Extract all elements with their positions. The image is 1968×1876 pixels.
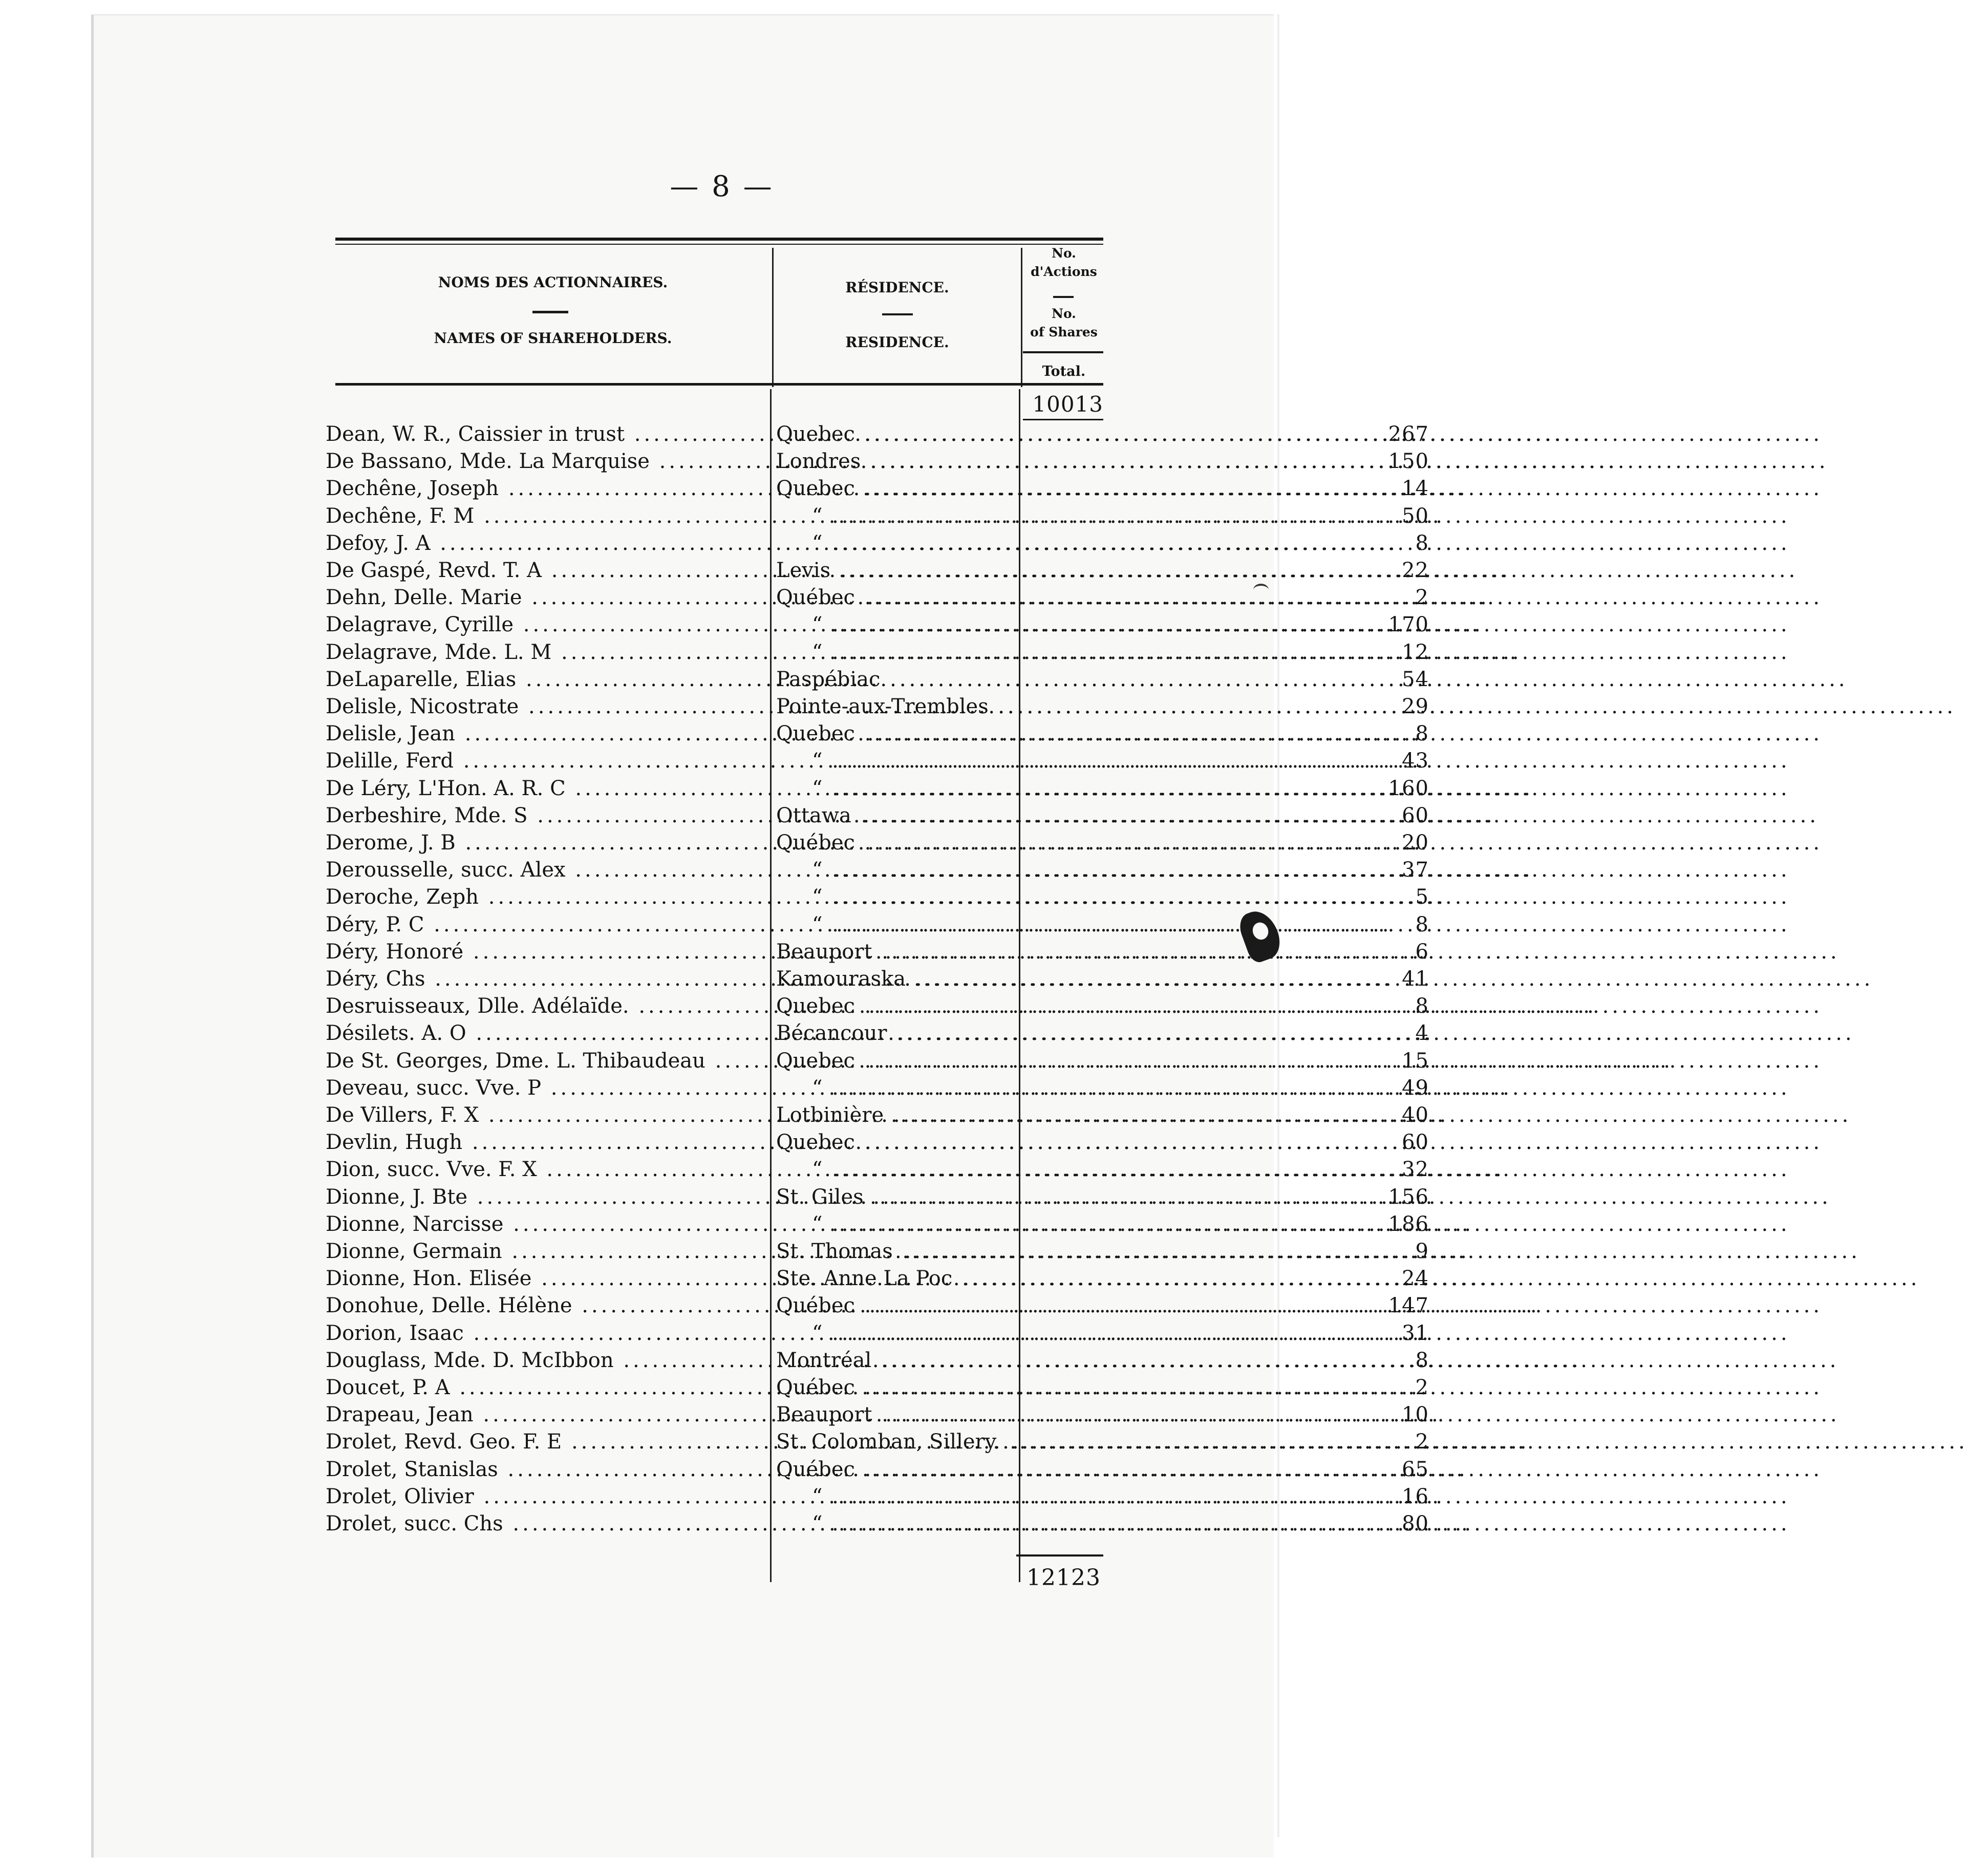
shareholder-name: Derousselle, succ. Alex ..... (326, 857, 768, 884)
shareholder-shares: 24 (1402, 1267, 1429, 1291)
shareholder-residence: Québec ..... (776, 584, 1337, 611)
shareholder-shares: 8 (1415, 994, 1429, 1018)
shareholder-name: Déry, Chs ..... (326, 966, 768, 993)
shareholder-shares: 31 (1402, 1321, 1429, 1345)
shareholder-residence: “ ..... (776, 530, 1373, 557)
shareholder-residence: Quebec ..... (776, 993, 1337, 1020)
shareholder-shares: 267 (1388, 422, 1429, 446)
shareholder-name: Deveau, succ. Vve. P ..... (326, 1075, 768, 1102)
shareholder-shares: 10 (1402, 1403, 1429, 1427)
shareholder-name: Derome, J. B ..... (326, 829, 768, 857)
page-number: — 8 — (670, 170, 774, 203)
shareholder-name: DeLaparelle, Elias ..... (326, 666, 768, 693)
shareholder-shares: 2 (1415, 1430, 1429, 1454)
shareholder-residence: Quebec ..... (776, 1129, 1337, 1156)
header-bottom-rule (335, 383, 1103, 386)
shareholder-residence: “ ..... (776, 911, 1373, 939)
top-rule-thick (335, 238, 1103, 241)
header-shares-fr-line2: d'Actions (1031, 264, 1097, 279)
shareholder-name: Dionne, Hon. Elisée ..... (326, 1265, 768, 1292)
header-residence-en: RESIDENCE. (845, 334, 949, 351)
shareholder-residence: Quebec ..... (776, 421, 1337, 448)
header-names-fr: NOMS DES ACTIONNAIRES. (438, 274, 668, 291)
shareholder-name: Delille, Ferd ..... (326, 748, 768, 775)
shareholder-residence: Quebec ..... (776, 1048, 1337, 1075)
shareholder-residence: “ ..... (776, 639, 1373, 666)
shareholder-name: Déry, P. C ..... (326, 911, 768, 939)
shareholder-shares: 16 (1402, 1484, 1429, 1508)
shareholder-name: Drolet, Stanislas ..... (326, 1456, 768, 1483)
shareholder-name: Derbeshire, Mde. S ..... (326, 802, 768, 829)
shareholder-name: Delisle, Nicostrate ..... (326, 693, 768, 720)
opening-total: 10013 (1032, 392, 1103, 417)
shareholder-shares: 60 (1402, 1131, 1429, 1155)
shareholder-shares: 147 (1388, 1294, 1429, 1318)
shareholder-shares: 32 (1402, 1158, 1429, 1182)
shareholder-name: Déry, Honoré ..... (326, 939, 768, 966)
shareholder-residence: “ ..... (776, 1075, 1373, 1102)
shareholder-shares: 80 (1402, 1512, 1429, 1536)
shareholder-shares: 8 (1415, 1348, 1429, 1372)
shareholder-residence: “ ..... (776, 1510, 1373, 1538)
shareholder-name: Delagrave, Cyrille ..... (326, 611, 768, 638)
shareholder-name: Dionne, Germain ..... (326, 1238, 768, 1265)
shareholder-shares: 43 (1402, 749, 1429, 773)
shareholder-shares: 5 (1415, 885, 1429, 909)
shareholder-shares: 156 (1388, 1185, 1429, 1209)
shareholder-shares: 37 (1402, 858, 1429, 882)
shareholder-name: Drolet, succ. Chs ..... (326, 1510, 768, 1538)
shareholder-residence: Kamouraska ..... (776, 966, 1337, 993)
shareholder-residence: Ottawa ..... (776, 802, 1337, 829)
shareholder-residence: “ ..... (776, 1156, 1373, 1183)
shareholder-name: Delisle, Jean ..... (326, 720, 768, 748)
shareholder-residence: Ste. Anne La Poc ..... (776, 1265, 1337, 1292)
shareholder-shares: 65 (1402, 1457, 1429, 1481)
shareholder-name: Douglass, Mde. D. McIbbon ..... (326, 1347, 768, 1374)
shareholder-residence: Lotbinière ..... (776, 1102, 1337, 1129)
header-names-dash (532, 311, 568, 313)
shareholder-name: Dionne, Narcisse ..... (326, 1211, 768, 1238)
header-shares-en-line2: of Shares (1030, 325, 1098, 339)
opening-total-rule (1023, 419, 1103, 420)
shareholder-name: De Bassano, Mde. La Marquise ..... (326, 448, 768, 475)
shareholder-residence: “ ..... (776, 884, 1373, 911)
shareholder-name: Dorion, Isaac ..... (326, 1320, 768, 1347)
shareholder-shares: 4 (1415, 1021, 1429, 1046)
shareholder-name: Dechêne, Joseph ..... (326, 475, 768, 502)
shareholder-residence: “ ..... (776, 503, 1373, 530)
shareholder-residence: Beauport ..... (776, 1401, 1337, 1429)
top-rule-thin (335, 244, 1103, 245)
shareholder-shares: 22 (1402, 559, 1429, 582)
shareholder-shares: 60 (1402, 803, 1429, 827)
header-shares-en-line1: No. (1052, 306, 1076, 321)
shareholder-shares: 8 (1415, 912, 1429, 936)
header-residence-fr: RÉSIDENCE. (845, 279, 949, 296)
shareholder-name: De Gaspé, Revd. T. A ..... (326, 557, 768, 584)
shareholder-name: Dechêne, F. M ..... (326, 503, 768, 530)
shareholder-residence: “ ..... (776, 1211, 1373, 1238)
header-shares-dash (1053, 296, 1074, 298)
shareholder-shares: 150 (1388, 450, 1429, 474)
shareholder-name: Dean, W. R., Caissier in trust ..... (326, 421, 768, 448)
shareholder-residence: Pointe-aux-Trembles ..... (776, 693, 1337, 720)
shareholder-shares: 40 (1402, 1103, 1429, 1127)
shareholder-residence: Québec ..... (776, 1456, 1337, 1483)
shareholder-name: Delagrave, Mde. L. M ..... (326, 639, 768, 666)
shareholder-residence: Bécancour ..... (776, 1020, 1337, 1047)
header-shares-rule (1023, 351, 1103, 353)
shareholder-residence: Londres ..... (776, 448, 1337, 475)
shareholder-residence: “ ..... (776, 857, 1373, 884)
shareholder-residence: Levis ..... (776, 557, 1337, 584)
shareholder-shares: 9 (1415, 1240, 1429, 1263)
shareholder-name: Dehn, Delle. Marie ..... (326, 584, 768, 611)
shareholder-name: Deroche, Zeph ..... (326, 884, 768, 911)
header-total-label: Total. (1042, 364, 1086, 379)
shareholder-residence: “ ..... (776, 1320, 1373, 1347)
shareholder-residence: St. Giles ..... (776, 1184, 1337, 1211)
shareholder-residence: Quebec ..... (776, 475, 1337, 502)
shareholder-name: Donohue, Delle. Hélène ..... (326, 1292, 768, 1319)
shareholder-residence: “ ..... (776, 611, 1373, 638)
shareholder-residence: “ ..... (776, 748, 1373, 775)
header-divider-right (1021, 248, 1022, 387)
shareholder-shares: 160 (1388, 776, 1429, 800)
shareholder-residence: Quebec ..... (776, 720, 1337, 748)
closing-total: 12123 (1026, 1565, 1101, 1591)
shareholder-name: Desruisseaux, Dlle. Adélaïde. ..... (326, 993, 768, 1020)
shareholder-residence: Québec ..... (776, 829, 1337, 857)
shareholder-name: Drolet, Revd. Geo. F. E ..... (326, 1429, 768, 1456)
shareholder-name: Defoy, J. A ..... (326, 530, 768, 557)
shareholder-name: De Léry, L'Hon. A. R. C ..... (326, 775, 768, 802)
shareholder-name: Devlin, Hugh ..... (326, 1129, 768, 1156)
shareholder-shares: 6 (1415, 940, 1429, 964)
shareholder-name: Drolet, Olivier ..... (326, 1483, 768, 1510)
shareholder-shares: 2 (1415, 1376, 1429, 1399)
shareholder-shares: 2 (1415, 586, 1429, 610)
header-shares-fr-line1: No. (1052, 246, 1076, 261)
header-residence-dash (882, 313, 913, 315)
shareholder-shares: 29 (1402, 695, 1429, 718)
shareholder-name: Dion, succ. Vve. F. X ..... (326, 1156, 768, 1183)
shareholder-shares: 8 (1415, 722, 1429, 746)
shareholder-shares: 41 (1402, 967, 1429, 991)
shareholder-shares: 170 (1388, 613, 1429, 637)
shareholder-name: Doucet, P. A ..... (326, 1374, 768, 1401)
shareholder-name: Drapeau, Jean ..... (326, 1401, 768, 1429)
shareholder-shares: 15 (1402, 1049, 1429, 1073)
shareholder-shares: 8 (1415, 531, 1429, 555)
shareholder-residence: St. Thomas ..... (776, 1238, 1337, 1265)
shareholder-shares: 186 (1388, 1212, 1429, 1236)
shareholder-shares: 12 (1402, 640, 1429, 664)
shareholder-residence: St. Colomban, Sillery. ..... (776, 1429, 1337, 1456)
shareholder-name: De St. Georges, Dme. L. Thibaudeau ..... (326, 1048, 768, 1075)
shareholder-shares: 20 (1402, 831, 1429, 855)
shareholder-residence: “ ..... (776, 1483, 1373, 1510)
shareholder-name: De Villers, F. X ..... (326, 1102, 768, 1129)
shareholder-name: Désilets. A. O ..... (326, 1020, 768, 1047)
paper-mark (1253, 584, 1269, 596)
shareholder-residence: Québec ..... (776, 1292, 1337, 1319)
shareholder-residence: Paspébiac ..... (776, 666, 1337, 693)
closing-total-rule (1016, 1554, 1103, 1557)
shareholder-name: Dionne, J. Bte ..... (326, 1184, 768, 1211)
shareholder-residence: Québec ..... (776, 1374, 1337, 1401)
header-names-en: NAMES OF SHAREHOLDERS. (434, 330, 672, 347)
shareholder-residence: Montréal ..... (776, 1347, 1337, 1374)
shareholder-residence: Beauport ..... (776, 939, 1337, 966)
header-divider-left (772, 248, 774, 387)
shareholder-shares: 14 (1402, 477, 1429, 501)
shareholder-shares: 49 (1402, 1076, 1429, 1100)
shareholder-shares: 50 (1402, 504, 1429, 528)
shareholder-shares: 54 (1402, 667, 1429, 691)
shareholder-residence: “ ..... (776, 775, 1373, 802)
